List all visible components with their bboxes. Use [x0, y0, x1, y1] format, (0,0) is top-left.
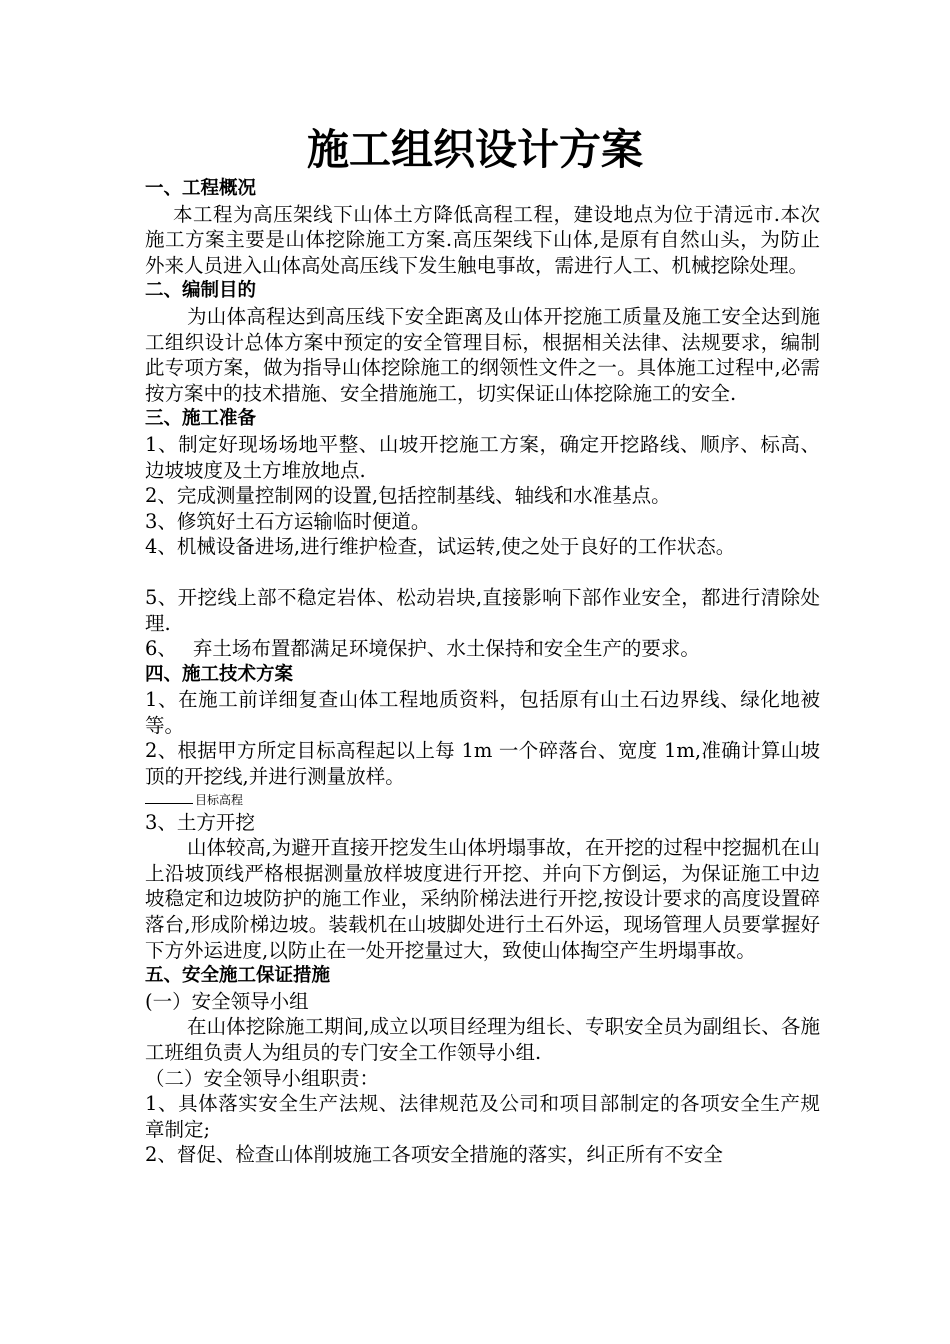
list-item-duty-2: 2、督促、检查山体削坡施工各项安全措施的落实，纠正所有不安全: [145, 1143, 723, 1167]
document-title: 施工组织设计方案: [306, 125, 643, 174]
paragraph-purpose: 为山体高程达到高压线下安全距离及山体开挖施工质量及施工安全达到施工组织设计总体方案中预定的安全管理目标，根据相关法律、法规要求，编制此专项方案，做为指导山体挖除施工的纲领性文件之一。具体施工过程中,必需按方案中的技术措施、安全措施施工，切实保证山体挖除施工的安全.: [145, 304, 820, 405]
section-heading-technical: 四、施工技术方案: [145, 663, 294, 685]
list-item-duty-1: 1、具体落实安全生产法规、法律规范及公司和项目部制定的各项安全生产规章制定;: [145, 1092, 820, 1141]
list-item-prep-3: 3、修筑好土石方运输临时便道。: [145, 509, 431, 533]
blank-line: [145, 560, 820, 585]
list-item-tech-1: 1、在施工前详细复查山体工程地质资料，包括原有山土石边界线、绿化地被等。: [145, 688, 820, 737]
section-heading-safety: 五、安全施工保证措施: [145, 965, 331, 987]
subheading-safety-duties: （二）安全领导小组职责：: [145, 1066, 380, 1090]
list-item-prep-1: 1、制定好现场场地平整、山坡开挖施工方案，确定开挖路线、顺序、标高、边坡坡度及土方堆放地点.: [145, 432, 820, 482]
list-item-tech-2: 2、根据甲方所定目标高程起以上每 1m 一个碎落台、宽度 1m,准确计算山坡顶的开挖线,并进行测量放样。: [145, 739, 820, 789]
list-item-prep-6: 6、 弃土场布置都满足环境保护、水土保持和安全生产的要求。: [145, 637, 700, 661]
elevation-line: [145, 803, 193, 804]
target-elevation-label: 目标高程: [195, 792, 244, 807]
paragraph-safety-group: 在山体挖除施工期间,成立以项目经理为组长、专职安全员为副组长、各施工班组负责人为组员的专门安全工作领导小组.: [145, 1015, 820, 1064]
list-item-prep-4: 4、机械设备进场,进行维护检查，试运转,使之处于良好的工作状态。: [145, 535, 736, 559]
section-heading-purpose: 二、编制目的: [145, 280, 257, 302]
section-heading-overview: 一、工程概况: [145, 178, 257, 199]
section-heading-preparation: 三、施工准备: [145, 408, 257, 430]
paragraph-excavation: 山体较高,为避开直接开挖发生山体坍塌事故，在开挖的过程中挖掘机在山上沿坡顶线严格根据测量放样坡度进行开挖、并向下方倒运，为保证施工中边坡稳定和边坡防护的施工作业，采纳阶梯法进行开挖,按设计要求的高度设置碎落台,形成阶梯边坡。装载机在山坡脚处进行土石外运，现场管理人员要掌握好下方外运进度,以防止在一处开挖量过大，致使山体掏空产生坍塌事故。: [145, 836, 820, 962]
list-item-prep-2: 2、完成测量控制网的设置,包括控制基线、轴线和水准基点。: [145, 484, 671, 508]
document-body: [145, 176, 820, 1168]
list-item-tech-3: 3、土方开挖: [145, 810, 255, 834]
paragraph-overview: 本工程为高压架线下山体土方降低高程工程，建设地点为位于清远市.本次施工方案主要是山体挖除施工方案.高压架线下山体,是原有自然山头，为防止外来人员进入山体高处高压线下发生触电事故，需进行人工、机械挖除处理。: [145, 202, 820, 277]
list-item-prep-5: 5、开挖线上部不稳定岩体、松动岩块,直接影响下部作业安全，都进行清除处理.: [145, 585, 820, 635]
subheading-safety-group: (一）安全领导小组: [145, 989, 309, 1013]
target-elevation-marker: [145, 790, 820, 810]
